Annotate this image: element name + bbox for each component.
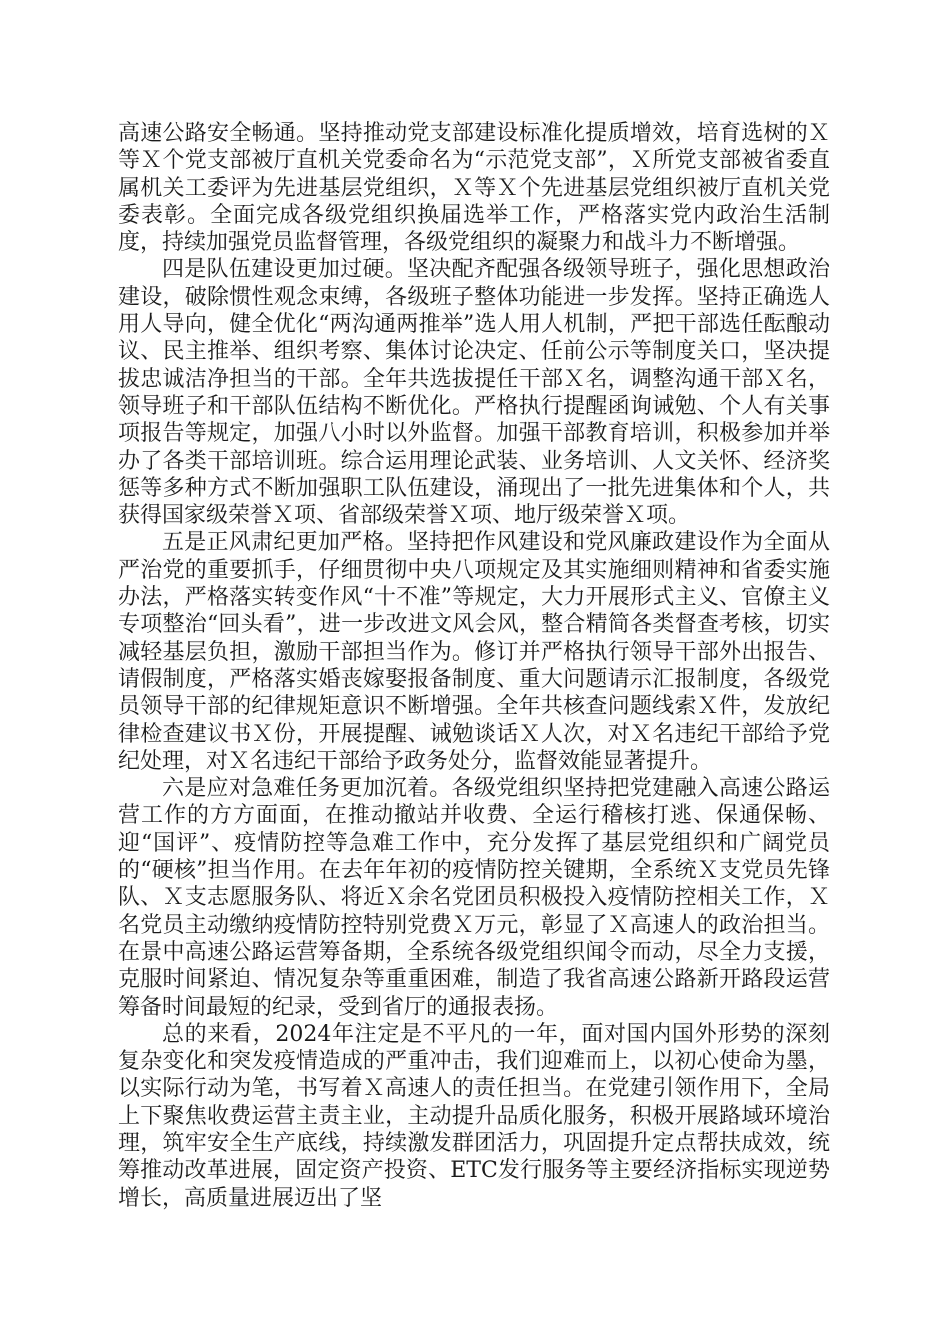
paragraph-3: 五是正风肃纪更加严格。坚持把作风建设和党风廉政建设作为全面从严治党的重要抓手，仔细贯彻中央八项规定及其实施细则精神和省委实施办法，严格落实转变作风“十不准”等规定，大力开展形式主义、官僚主义专项整治“回头看”，进一步改进文风会风，整合精简各类督查考核，切实减轻基层负担，激励干部担当作为。修订并严格执行领导干部外出报告、请假制度，严格落实婚丧嫁娶报备制度、重大问题请示汇报制度，各级党员领导干部的纪律规矩意识不断增强。全年共核查问题线索Ｘ件，发放纪律检查建议书Ｘ份，开展提醒、诫勉谈话Ｘ人次，对Ｘ名违纪干部给予党纪处理，对Ｘ名违纪干部给予政务处分，监督效能显著提升。 <box>118 530 830 774</box>
paragraph-4: 六是应对急难任务更加沉着。各级党组织坚持把党建融入高速公路运营工作的方方面面，在推动撤站并收费、全运行稽核打逃、保通保畅、迎“国评”、疫情防控等急难工作中，充分发挥了基层党组织和广阔党员的“硬核”担当作用。在去年年初的疫情防控关键期，全系统Ｘ支党员先锋队、Ｘ支志愿服务队、将近Ｘ余名党团员积极投入疫情防控相关工作，Ｘ名党员主动缴纳疫情防控特别党费Ｘ万元，彰显了Ｘ高速人的政治担当。在景中高速公路运营筹备期，全系统各级党组织闻令而动，尽全力支援，克服时间紧迫、情况复杂等重重困难，制造了我省高速公路新开路段运营筹备时间最短的纪录，受到省厅的通报表扬。 <box>118 776 830 1020</box>
paragraph-5: 总的来看，2024年注定是不平凡的一年，面对国内国外形势的深刻复杂变化和突发疫情造成的严重冲击，我们迎难而上，以初心使命为墨，以实际行动为笔，书写着Ｘ高速人的责任担当。在党建引领作用下，全局上下聚焦收费运营主责主业，主动提升品质化服务，积极开展路域环境治理，筑牢安全生产底线，持续激发群团活力，巩固提升定点帮扶成效，统筹推动改革进展，固定资产投资、ETC发行服务等主要经济指标实现逆势增长，高质量进展迈出了坚 <box>118 1021 830 1211</box>
document-body <box>118 120 830 1212</box>
paragraph-2: 四是队伍建设更加过硬。坚决配齐配强各级领导班子，强化思想政治建设，破除惯性观念束缚，各级班子整体功能进一步发挥。坚持正确选人用人导向，健全优化“两沟通两推举”选人用人机制，严把干部选任酝酿动议、民主推举、组织考察、集体讨论决定、任前公示等制度关口，坚决提拔忠诚洁净担当的干部。全年共选拔提任干部Ｘ名，调整沟通干部Ｘ名，领导班子和干部队伍结构不断优化。严格执行提醒函询诫勉、个人有关事项报告等规定，加强八小时以外监督。加强干部教育培训，积极参加并举办了各类干部培训班。综合运用理论武装、业务培训、人文关怀、经济奖惩等多种方式不断加强职工队伍建设，涌现出了一批先进集体和个人，共获得国家级荣誉Ｘ项、省部级荣誉Ｘ项、地厅级荣誉Ｘ项。 <box>118 257 830 529</box>
paragraph-1: 高速公路安全畅通。坚持推动党支部建设标准化提质增效，培育选树的Ｘ等Ｘ个党支部被厅直机关党委命名为“示范党支部”，Ｘ所党支部被省委直属机关工委评为先进基层党组织，Ｘ等Ｘ个先进基层党组织被厅直机关党委表彰。全面完成各级党组织换届选举工作，严格落实党内政治生活制度，持续加强党员监督管理，各级党组织的凝聚力和战斗力不断增强。 <box>118 121 830 256</box>
